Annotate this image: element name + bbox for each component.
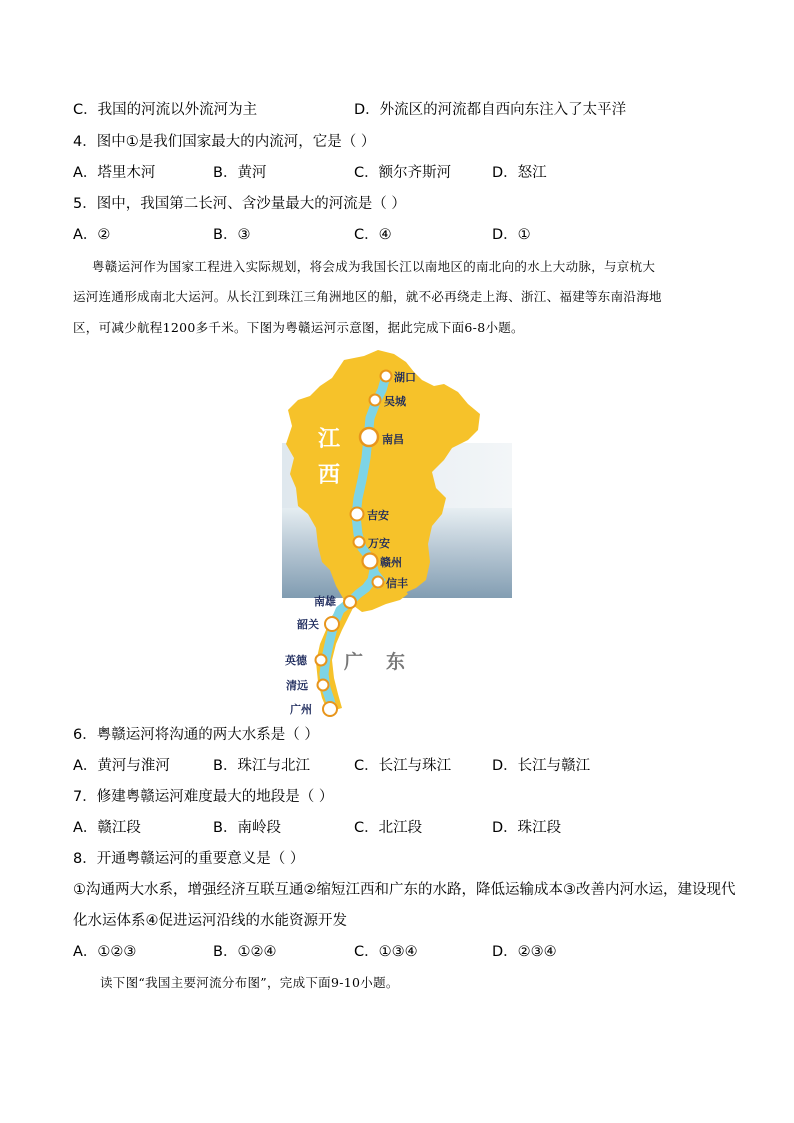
q4-option-b: B．黄河 <box>213 165 267 181</box>
q6-stem: 6．粤赣运河将沟通的两大水系是（ ） <box>73 727 319 743</box>
q7-stem: 7．修建粤赣运河难度最大的地段是（ ） <box>73 789 334 805</box>
city-nanxiong <box>314 594 356 608</box>
q6-option-b: B．珠江与北江 <box>213 758 310 774</box>
city-xinfeng <box>373 576 409 590</box>
q3-option-c: C．我国的河流以外流河为主 <box>73 102 258 118</box>
jiangxi-label-2: 西 <box>318 462 341 488</box>
q7-option-b: B．南岭段 <box>213 820 281 836</box>
q7-option-d: D．珠江段 <box>492 820 562 836</box>
q4-stem: 4．图中①是我们国家最大的内流河，它是（ ） <box>73 134 376 150</box>
q8-stem: 8．开通粤赣运河的重要意义是（ ） <box>73 851 305 867</box>
city-wanan <box>354 536 391 550</box>
city-guangzhou <box>290 702 337 716</box>
q7-option-a: A．赣江段 <box>73 820 141 836</box>
city-label-hukou: 湖口 <box>394 371 416 384</box>
q5-stem: 5．图中，我国第二长河、含沙量最大的河流是（ ） <box>73 196 406 212</box>
passage-line-2: 运河连通形成南北大运河。从长江到珠江三角洲地区的船，就不必再绕走上海、浙江、福建等东南沿海地 <box>73 289 662 304</box>
q5-option-a: A．② <box>73 227 111 243</box>
next-section-intro: 读下图“我国主要河流分布图”，完成下面9-10小题。 <box>100 975 399 990</box>
city-label-shaoguan: 韶关 <box>297 618 319 631</box>
city-yingde <box>285 653 327 667</box>
q8-statements-line-1: ①沟通两大水系，增强经济互联互通②缩短江西和广东的水路，降低运输成本③改善内河水运，建设现代 <box>73 882 736 898</box>
guangdong-label: 广 东 <box>344 651 408 673</box>
q5-option-d: D．① <box>492 227 531 243</box>
city-jian <box>351 508 390 523</box>
city-label-yingde: 英德 <box>285 654 307 667</box>
q8-statements-line-2: 化水运体系④促进运河沿线的水能资源开发 <box>73 913 347 929</box>
city-label-xinfeng: 信丰 <box>386 577 408 590</box>
q8-option-a: A．①②③ <box>73 944 137 960</box>
city-label-nanchang: 南昌 <box>382 433 404 446</box>
city-label-nanxiong: 南雄 <box>314 595 336 608</box>
q8-option-b: B．①②④ <box>213 944 277 960</box>
q6-option-a: A．黄河与淮河 <box>73 758 170 774</box>
q5-option-b: B．③ <box>213 227 251 243</box>
q3-option-d: D．外流区的河流都自西向东注入了太平洋 <box>354 102 627 118</box>
q8-option-c: C．①③④ <box>354 944 418 960</box>
city-shaoguan <box>297 617 339 631</box>
q4-option-d: D．怒江 <box>492 165 547 181</box>
q6-option-c: C．长江与珠江 <box>354 758 452 774</box>
jiangxi-label-1: 江 <box>318 426 341 452</box>
city-label-wanan: 万安 <box>368 537 390 550</box>
city-label-wucheng: 吴城 <box>384 395 406 408</box>
q8-option-d: D．②③④ <box>492 944 557 960</box>
city-label-ganzhou: 赣州 <box>380 556 402 569</box>
q7-option-c: C．北江段 <box>354 820 423 836</box>
q5-option-c: C．④ <box>354 227 392 243</box>
city-hukou <box>381 370 417 384</box>
city-label-jian: 吉安 <box>367 509 389 522</box>
q6-option-d: D．长江与赣江 <box>492 758 591 774</box>
passage-line-3: 区，可减少航程1200多千米。下图为粤赣运河示意图，据此完成下面6-8小题。 <box>73 320 524 335</box>
city-label-guangzhou: 广州 <box>290 703 312 716</box>
city-wucheng <box>370 394 407 408</box>
q4-option-a: A．塔里木河 <box>73 165 156 181</box>
canal-map <box>282 348 522 724</box>
city-qingyuan <box>286 678 329 692</box>
q4-option-c: C．额尔齐斯河 <box>354 165 452 181</box>
city-label-qingyuan: 清远 <box>286 679 308 692</box>
city-ganzhou <box>363 554 403 570</box>
passage-line-1: 粤赣运河作为国家工程进入实际规划，将会成为我国长江以南地区的南北向的水上大动脉，与京杭大 <box>92 259 656 274</box>
